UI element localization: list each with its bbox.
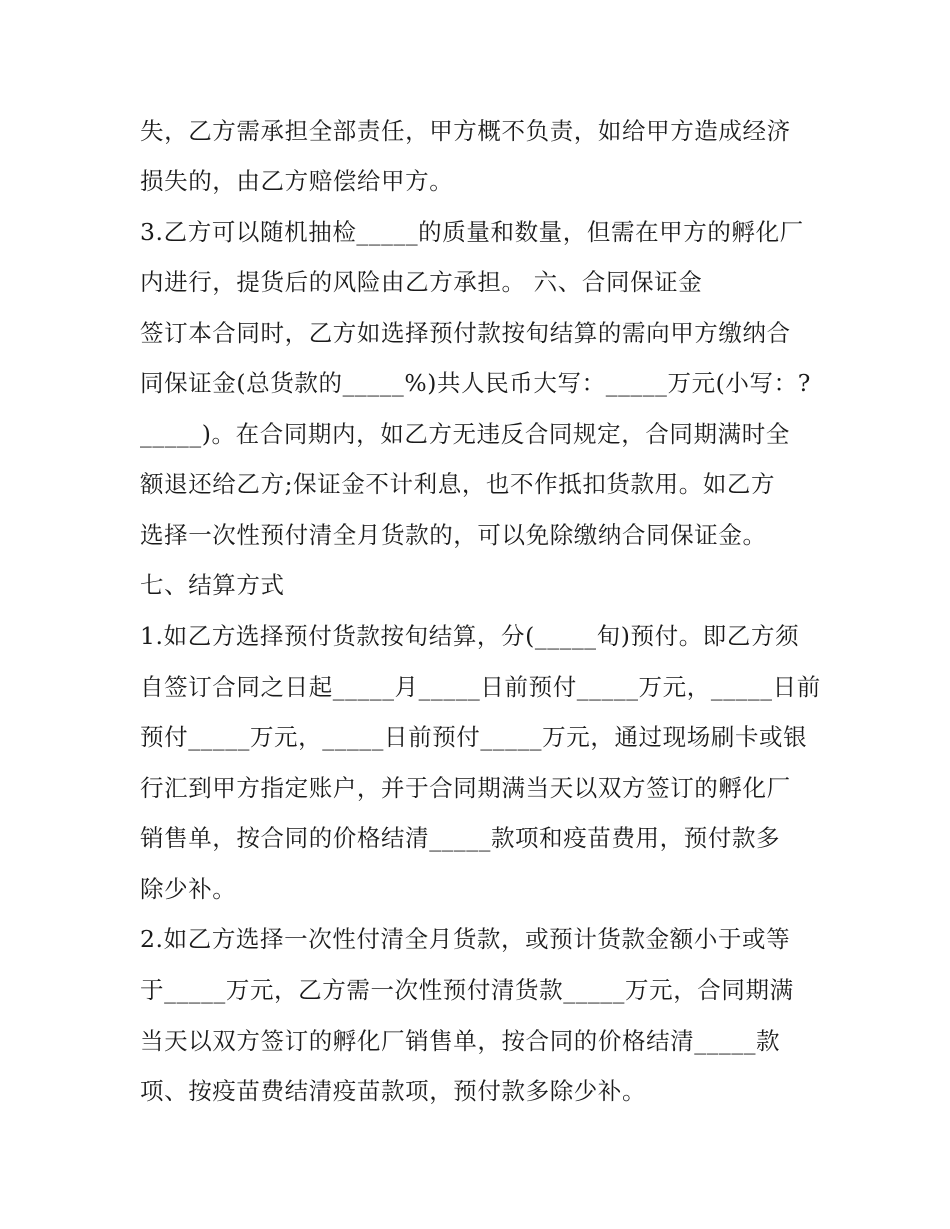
text-line-12: 自签订合同之日起_____月_____日前预付_____万元，_____日前 xyxy=(140,673,821,701)
section-heading-settlement: 七、结算方式 xyxy=(140,571,285,599)
text-line-14: 行汇到甲方指定账户，并于合同期满当天以双方签订的孵化厂 xyxy=(140,774,791,802)
text-line-15: 销售单，按合同的价格结清_____款项和疫苗费用，预付款多 xyxy=(140,824,781,852)
text-line-1: 失，乙方需承担全部责任，甲方概不负责，如给甲方造成经济 xyxy=(140,117,791,145)
text-line-9: 选择一次性预付清全月货款的，可以免除缴纳合同保证金。 xyxy=(140,521,767,549)
text-line-16: 除少补。 xyxy=(140,875,237,903)
text-line-5: 签订本合同时，乙方如选择预付款按旬结算的需向甲方缴纳合 xyxy=(140,319,791,347)
text-line-6: 同保证金(总货款的_____%)共人民币大写：_____万元(小写：? xyxy=(140,369,811,397)
text-line-19: 当天以双方签订的孵化厂销售单，按合同的价格结清_____款 xyxy=(140,1027,781,1055)
text-line-11: 1.如乙方选择预付货款按旬结算，分(_____旬)预付。即乙方须 xyxy=(140,622,800,650)
text-line-18: 于_____万元，乙方需一次性预付清货款_____万元，合同期满 xyxy=(140,976,794,1004)
text-line-4: 内进行，提货后的风险由乙方承担。 六、合同保证金 xyxy=(140,268,703,296)
text-line-17: 2.如乙方选择一次性付清全月货款，或预计货款金额小于或等 xyxy=(140,925,791,953)
text-line-20: 项、按疫苗费结清疫苗款项，预付款多除少补。 xyxy=(140,1077,647,1105)
text-line-7: _____)。在合同期内，如乙方无违反合同规定，合同期满时全 xyxy=(140,420,790,448)
text-line-2: 损失的，由乙方赔偿给甲方。 xyxy=(140,167,454,195)
text-line-8: 额退还给乙方;保证金不计利息，也不作抵扣货款用。如乙方 xyxy=(140,470,776,498)
text-line-13: 预付_____万元，_____日前预付_____万元，通过现场刷卡或银 xyxy=(140,723,808,751)
text-line-3: 3.乙方可以随机抽检_____的质量和数量，但需在甲方的孵化厂 xyxy=(140,218,804,246)
